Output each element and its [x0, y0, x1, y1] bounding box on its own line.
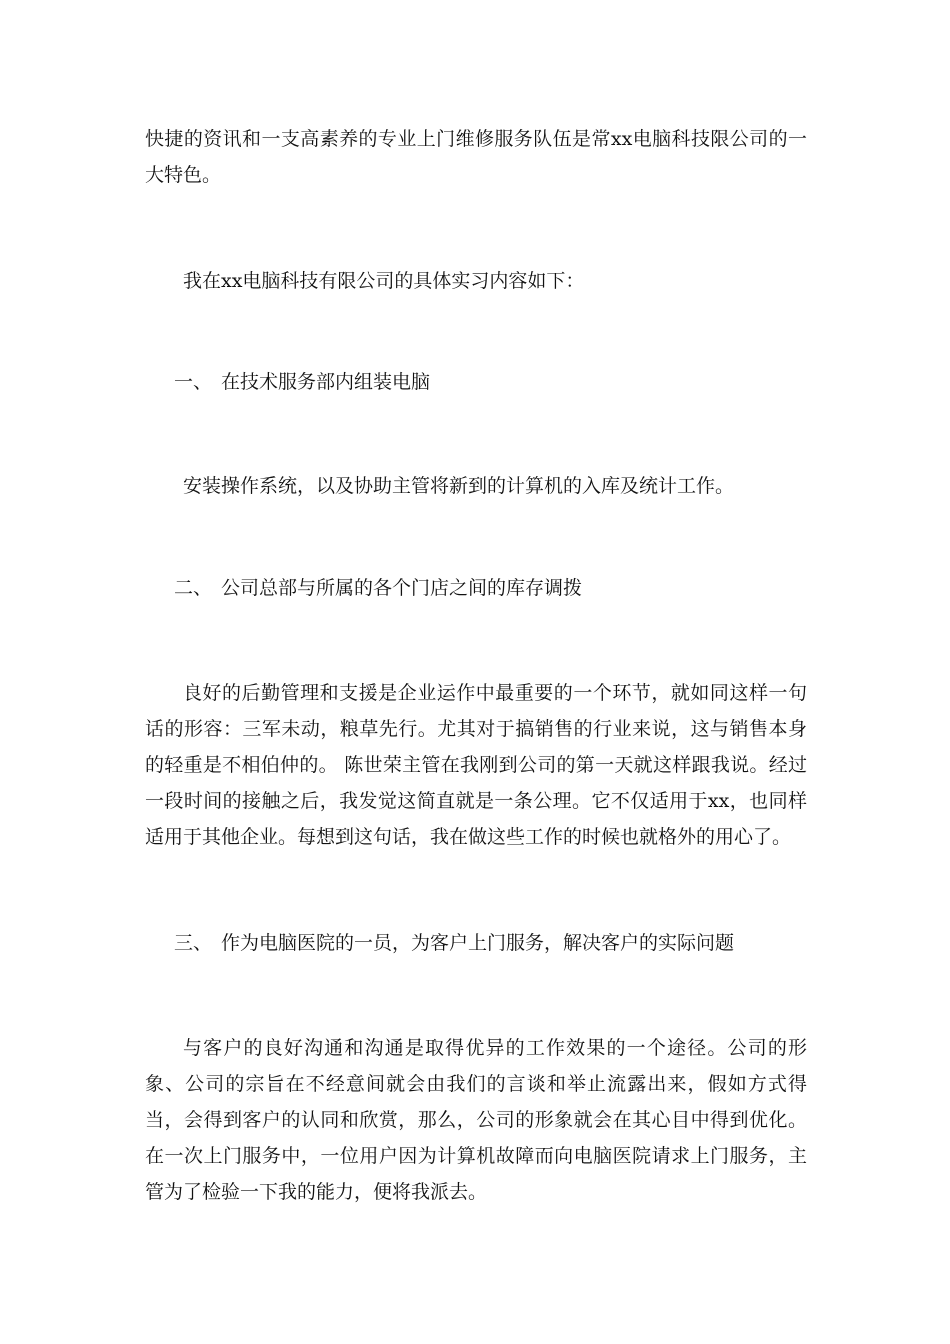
section-1-paragraph: 安装操作系统，以及协助主管将新到的计算机的入库及统计工作。	[183, 475, 735, 497]
section-number: 三、	[174, 932, 213, 954]
section-heading-2	[174, 570, 582, 606]
section-title: 公司总部与所属的各个门店之间的库存调拨	[221, 577, 583, 599]
section-heading-1	[174, 364, 430, 400]
section-3-paragraph: 与客户的良好沟通和沟通是取得优异的工作效果的一个途径。公司的形象、公司的宗旨在不经意间就会由我们的言谈和举止流露出来，假如方式得当，会得到客户的认同和欣赏，那么，公司的形象就会在其心目中得到优化。在一次上门服务中，一位用户因为计算机故障而向电脑医院请求上门服务，主管为了检验一下我的能力，便将我派去。	[145, 1037, 807, 1203]
section-title: 作为电脑医院的一员，为客户上门服务，解决客户的实际问题	[221, 932, 735, 954]
section-2-paragraph: 良好的后勤管理和支援是企业运作中最重要的一个环节，就如同这样一句话的形容：三军未动，粮草先行。尤其对于搞销售的行业来说，这与销售本身的轻重是不相伯仲的。 陈世荣主管在我刚到公司的第一天就这样跟我说。经过一段时间的接触之后，我发觉这简直就是一条公理。它不仅适用于xx，也同样适用于其他企业。每想到这句话，我在做这些工作的时候也就格外的用心了。	[145, 682, 807, 848]
section-heading-3	[174, 925, 734, 961]
section-number: 二、	[174, 577, 213, 599]
content-intro-paragraph: 我在xx电脑科技有限公司的具体实习内容如下：	[183, 270, 585, 292]
section-title: 在技术服务部内组装电脑	[221, 371, 431, 393]
intro-paragraph: 快捷的资讯和一支高素养的专业上门维修服务队伍是常xx电脑科技限公司的一大特色。	[145, 128, 807, 186]
section-number: 一、	[174, 371, 213, 393]
